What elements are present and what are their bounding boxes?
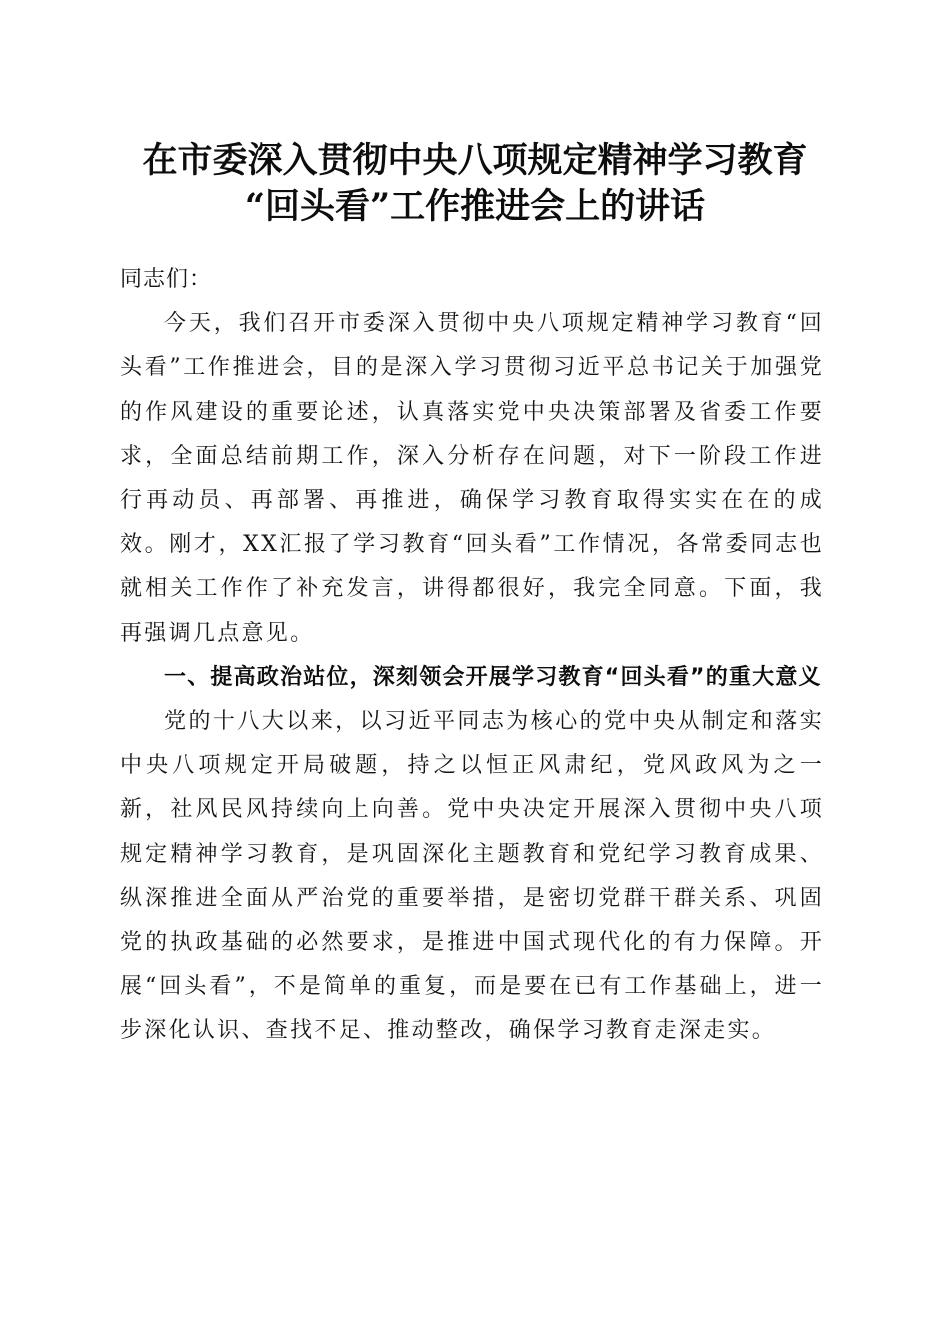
document-body [120,258,824,1054]
title-line-2: “回头看”工作推进会上的讲话 [244,186,706,227]
paragraph-section-1: 党的十八大以来，以习近平同志为核心的党中央从制定和落实中央八项规定开局破题，持之以恒正风肃纪，党风政风为之一新，社风民风持续向上向善。党中央决定开展深入贯彻中央八项规定精神学习教育，是巩固深化主题教育和党纪学习教育成果、纵深推进全面从严治党的重要举措，是密切党群干群关系、巩固党的执政基础的必然要求，是推进中国式现代化的有力保障。开展“回头看”，不是简单的重复，而是要在已有工作基础上，进一步深化认识、查找不足、推动整改，确保学习教育走深走实。 [120,709,824,1044]
paragraph-intro: 今天，我们召开市委深入贯彻中央八项规定精神学习教育“回头看”工作推进会，目的是深入学习贯彻习近平总书记关于加强党的作风建设的重要论述，认真落实党中央决策部署及省委工作要求，全面总结前期工作，深入分析存在问题，对下一阶段工作进行再动员、再部署、再推进，确保学习教育取得实实在在的成效。刚才，XX汇报了学习教育“回头看”工作情况，各常委同志也就相关工作作了补充发言，讲得都很好，我完全同意。下面，我再强调几点意见。 [120,311,824,646]
document-title [80,138,870,230]
salutation: 同志们： [120,267,213,292]
title-line-1: 在市委深入贯彻中央八项规定精神学习教育 [142,140,808,181]
section-heading-1: 一、提高政治站位，深刻领会开展学习教育“回头看”的重大意义 [164,664,822,690]
